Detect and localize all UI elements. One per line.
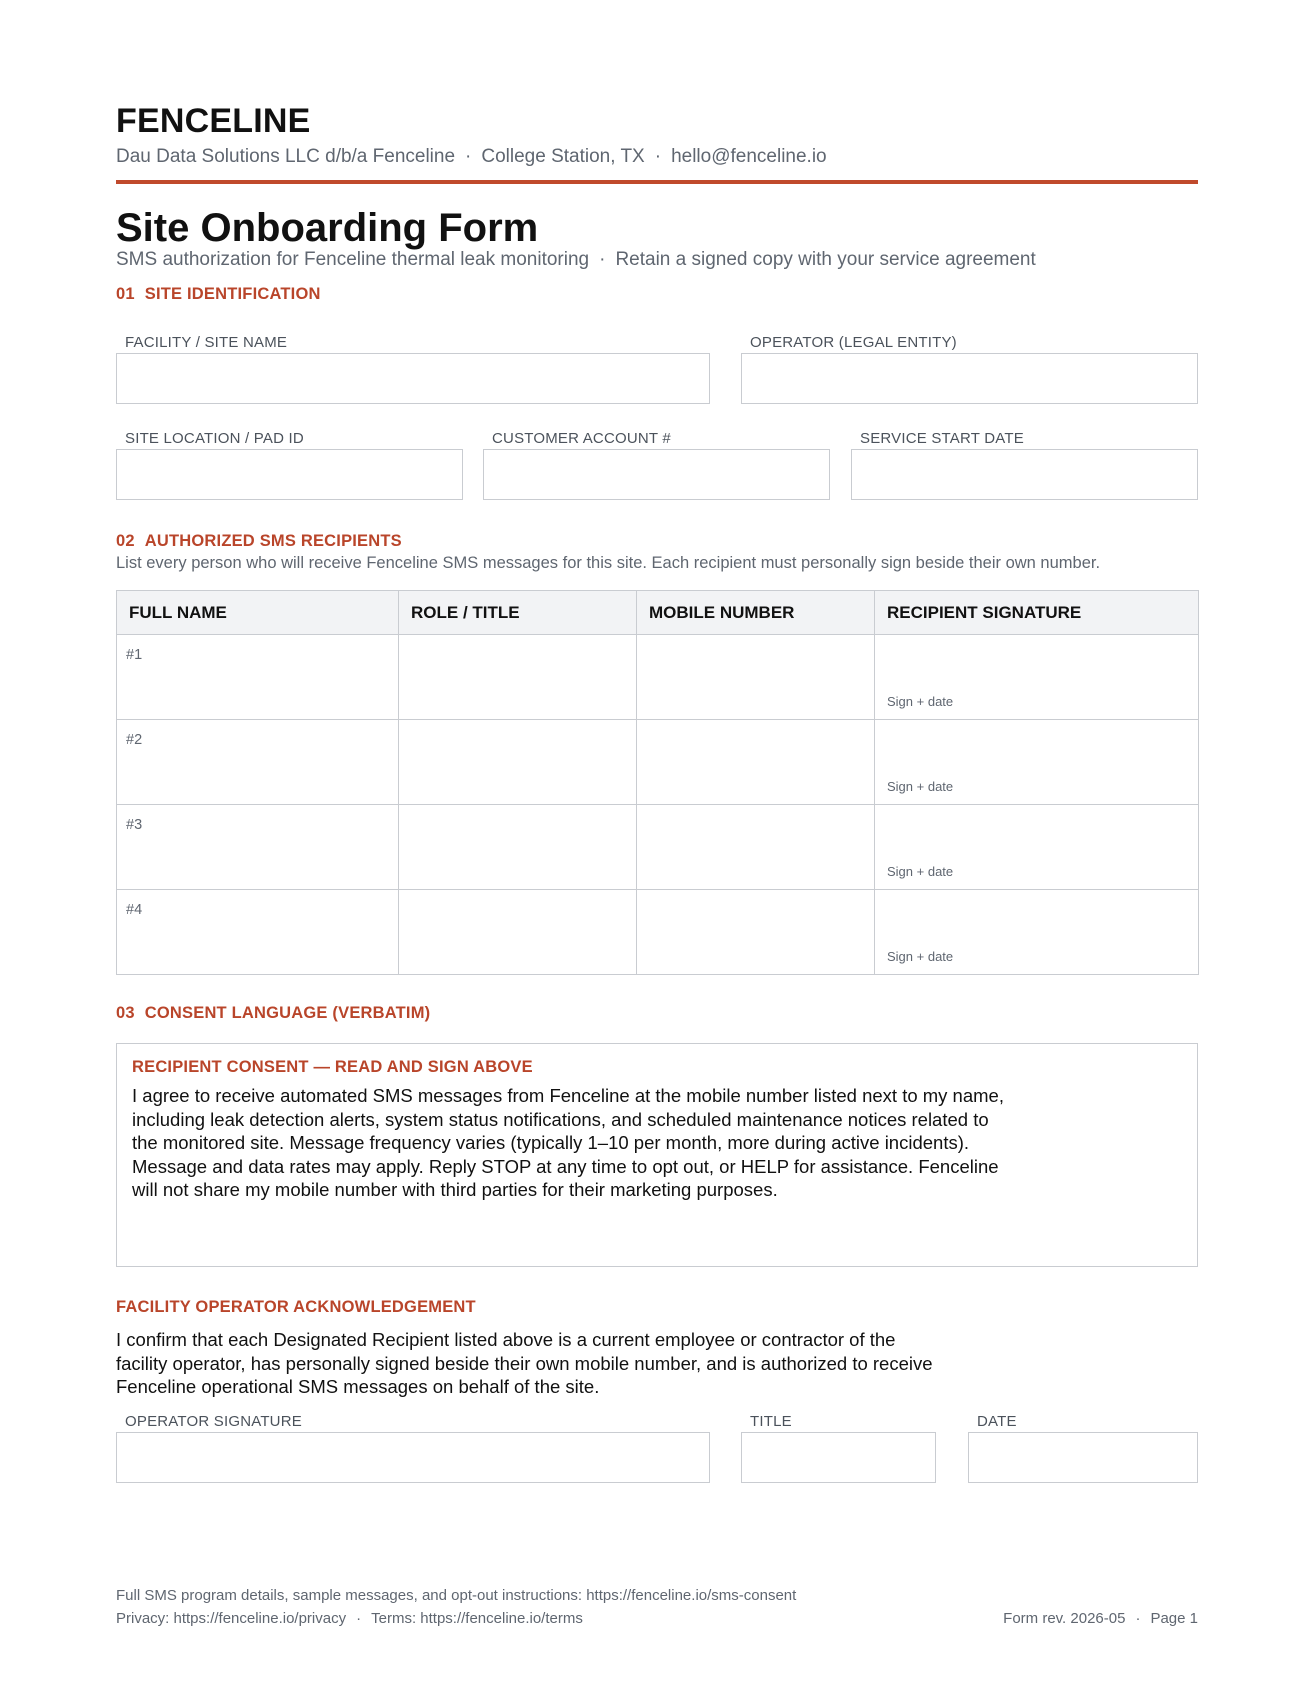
consent-heading: RECIPIENT CONSENT — READ AND SIGN ABOVE [132,1058,533,1076]
row-number: #3 [126,817,143,833]
sign-hint: Sign + date [887,864,954,879]
subtitle-retention: Retain a signed copy with your service agreement [615,249,1036,270]
column-header-full-name: FULL NAME [117,591,399,635]
signature-cell[interactable] [875,805,1199,890]
site-location-field[interactable] [116,449,463,500]
name-cell[interactable] [117,805,399,890]
site-location-label: SITE LOCATION / PAD ID [125,430,304,447]
table-header-row [117,591,1199,635]
account-field[interactable] [483,449,830,500]
brand-name: FENCELINE [116,102,311,140]
name-cell[interactable] [117,890,399,975]
role-cell[interactable] [399,720,637,805]
section-site-identification-heading [116,285,321,304]
page-title: Site Onboarding Form [116,206,539,250]
section-consent-heading [116,1004,430,1023]
company-location: College Station, TX [481,146,645,167]
operator-signature-label: OPERATOR SIGNATURE [125,1413,302,1430]
footer-revision: Form rev. 2026-05 · Page 1 [1003,1610,1198,1627]
privacy-link[interactable]: Privacy: https://fenceline.io/privacy [116,1610,347,1627]
column-header-mobile: MOBILE NUMBER [637,591,875,635]
start-date-field[interactable] [851,449,1198,500]
acknowledgement-text: I confirm that each Designated Recipient listed above is a current employee or contractor of the facility operator, has personally signed beside their own mobile number, and is authorized to receive Fenceline operational SMS messages on behalf of the site. [116,1329,933,1397]
table-row [117,635,1199,720]
terms-link[interactable]: Terms: https://fenceline.io/terms [371,1610,583,1627]
header-rule [116,180,1198,184]
signature-cell[interactable] [875,720,1199,805]
footer-sms-details: Full SMS program details, sample messages, and opt-out instructions: https://fenceline.io/sms-consent [116,1587,797,1604]
mobile-cell[interactable] [637,720,875,805]
company-email[interactable]: hello@fenceline.io [671,146,827,167]
mobile-cell[interactable] [637,890,875,975]
consent-box [116,1043,1198,1267]
section-title: CONSENT LANGUAGE (VERBATIM) [144,1004,431,1022]
form-revision: Form rev. 2026-05 [1003,1610,1126,1627]
role-cell[interactable] [399,805,637,890]
signature-cell[interactable] [875,890,1199,975]
column-header-signature: RECIPIENT SIGNATURE [875,591,1199,635]
row-number: #4 [126,902,143,918]
operator-title-field[interactable] [741,1432,936,1483]
sign-hint: Sign + date [887,694,954,709]
page [116,0,1198,1700]
name-cell[interactable] [117,635,399,720]
company-info: Dau Data Solutions LLC d/b/a Fenceline · College Station, TX · hello@fenceline.io [116,146,827,167]
role-cell[interactable] [399,635,637,720]
facility-label: FACILITY / SITE NAME [125,334,288,351]
consent-text: I agree to receive automated SMS messages from Fenceline at the mobile number listed next to my name, including leak detection alerts, system status notifications, and scheduled maintenance notices related to the monitored site. Message frequency varies (typically 1–10 per month, more during active incidents). Message and data rates may apply. Reply STOP at any time to opt out, or HELP for assistance. Fenceline will not share my mobile number with third parties for their marketing purposes. [132,1085,1004,1200]
name-cell[interactable] [117,720,399,805]
recipients-table [116,590,1199,975]
sign-hint: Sign + date [887,949,954,964]
table-row [117,720,1199,805]
sign-hint: Sign + date [887,779,954,794]
table-row [117,805,1199,890]
section-number: 03 [116,1004,135,1022]
operator-signature-field[interactable] [116,1432,710,1483]
section-title: AUTHORIZED SMS RECIPIENTS [144,532,402,550]
section-number: 01 [116,285,135,303]
recipients-instructions: List every person who will receive Fenceline SMS messages for this site. Each recipient must personally sign beside their own number. [116,554,1101,572]
row-number: #1 [126,647,143,663]
operator-date-field[interactable] [968,1432,1198,1483]
subtitle-purpose: SMS authorization for Fenceline thermal leak monitoring [116,249,590,270]
row-number: #2 [126,732,143,748]
column-header-role: ROLE / TITLE [399,591,637,635]
company-name: Dau Data Solutions LLC d/b/a Fenceline [116,146,456,167]
table-row [117,890,1199,975]
operator-field[interactable] [741,353,1198,404]
operator-label: OPERATOR (LEGAL ENTITY) [750,334,957,351]
mobile-cell[interactable] [637,635,875,720]
operator-acknowledgement-heading: FACILITY OPERATOR ACKNOWLEDGEMENT [116,1298,476,1316]
role-cell[interactable] [399,890,637,975]
footer-links: Privacy: https://fenceline.io/privacy · Terms: https://fenceline.io/terms [116,1610,583,1627]
operator-title-label: TITLE [750,1413,792,1430]
account-label: CUSTOMER ACCOUNT # [492,430,671,447]
section-number: 02 [116,532,135,550]
page-subtitle: SMS authorization for Fenceline thermal leak monitoring · Retain a signed copy with your service agreement [116,249,1036,270]
section-title: SITE IDENTIFICATION [144,285,321,303]
signature-cell[interactable] [875,635,1199,720]
section-recipients-heading [116,532,402,551]
operator-date-label: DATE [977,1413,1017,1430]
start-date-label: SERVICE START DATE [860,430,1024,447]
mobile-cell[interactable] [637,805,875,890]
facility-field[interactable] [116,353,710,404]
page-number: Page 1 [1150,1610,1198,1627]
